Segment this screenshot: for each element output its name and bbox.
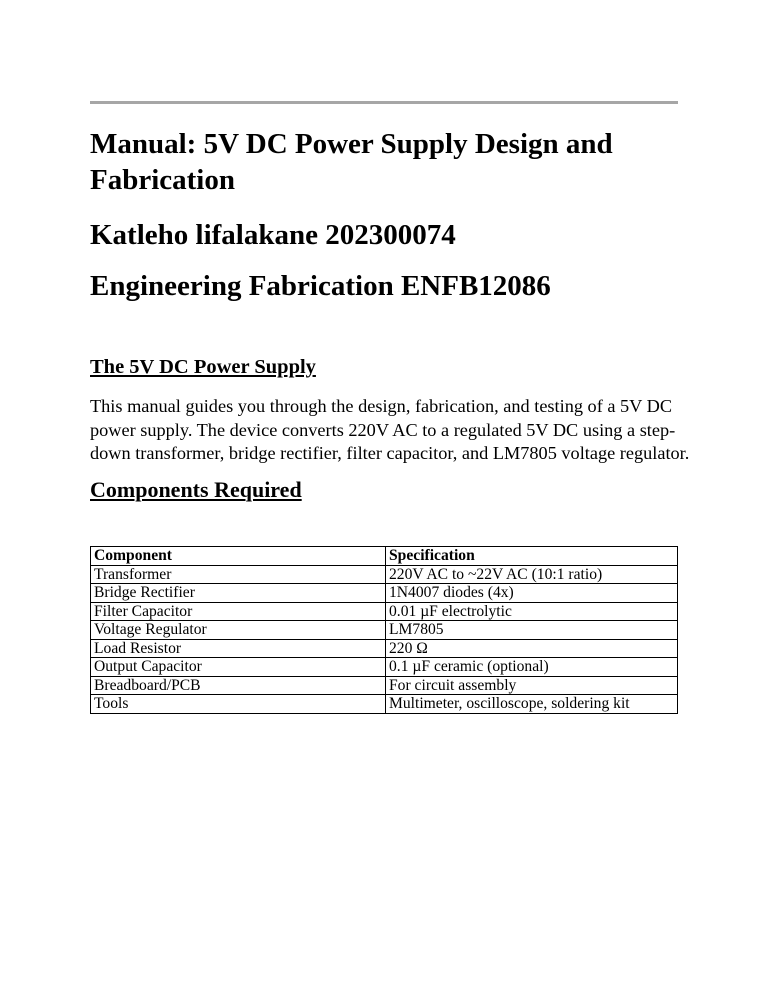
intro-paragraph: This manual guides you through the design, fabrication, and testing of a 5V DC power supply. The device converts 220V AC to a regulated 5V DC using a step-down transformer, bridge rectifier, filter capacitor, and LM7805 voltage regulator.: [90, 396, 690, 463]
table-row: [91, 676, 678, 695]
section-heading-components: Components Required: [90, 477, 302, 502]
table-row: [91, 658, 678, 677]
specification-cell: 0.01 µF electrolytic: [386, 602, 678, 621]
table-row: [91, 621, 678, 640]
component-cell: Transformer: [91, 565, 386, 584]
column-header-specification: Specification: [386, 547, 678, 566]
column-header-component: Component: [91, 547, 386, 566]
specification-cell: 220 Ω: [386, 639, 678, 658]
component-cell: Breadboard/PCB: [91, 676, 386, 695]
component-cell: Voltage Regulator: [91, 621, 386, 640]
specification-cell: LM7805: [386, 621, 678, 640]
table-row: [91, 639, 678, 658]
specification-cell: 0.1 µF ceramic (optional): [386, 658, 678, 677]
component-cell: Load Resistor: [91, 639, 386, 658]
table-row: [91, 602, 678, 621]
specification-cell: 1N4007 diodes (4x): [386, 584, 678, 603]
table-row: [91, 695, 678, 714]
page-title: Manual: 5V DC Power Supply Design and Fabrication: [90, 128, 613, 196]
specification-cell: For circuit assembly: [386, 676, 678, 695]
specification-cell: 220V AC to ~22V AC (10:1 ratio): [386, 565, 678, 584]
course-line: Engineering Fabrication ENFB12086: [90, 270, 551, 302]
table-row: [91, 565, 678, 584]
table-header-row: [91, 547, 678, 566]
horizontal-rule: [90, 101, 678, 104]
component-cell: Bridge Rectifier: [91, 584, 386, 603]
component-cell: Output Capacitor: [91, 658, 386, 677]
components-table: [90, 546, 678, 714]
specification-cell: Multimeter, oscilloscope, soldering kit: [386, 695, 678, 714]
author-line: Katleho lifalakane 202300074: [90, 219, 456, 251]
table-row: [91, 584, 678, 603]
section-heading-power-supply: The 5V DC Power Supply: [90, 356, 316, 378]
component-cell: Tools: [91, 695, 386, 714]
component-cell: Filter Capacitor: [91, 602, 386, 621]
